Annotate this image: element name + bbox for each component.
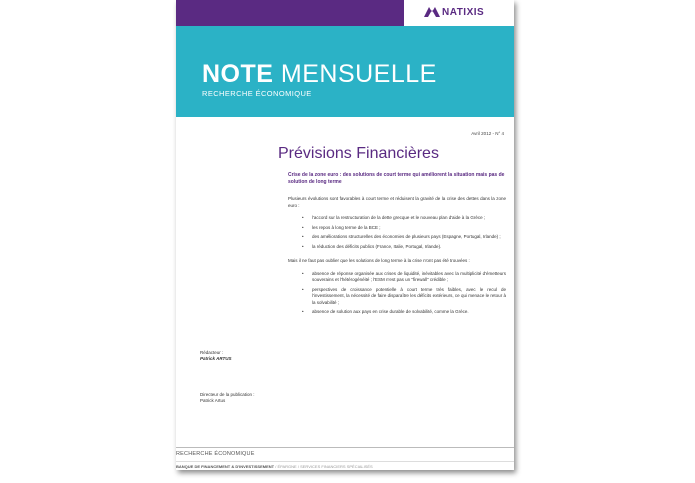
- issue-date: Avril 2012 - N° 4: [471, 131, 504, 136]
- footer-separator: /: [297, 464, 299, 469]
- natixis-logo-icon: [424, 7, 440, 17]
- footer-divider: [176, 447, 514, 448]
- logo-area: [404, 0, 514, 26]
- list-item: • des améliorations structurelles des économies de plusieurs pays (Espagne, Portugal, Irlande) ;: [312, 234, 506, 241]
- director-name: Patrick Artus: [200, 398, 226, 403]
- editor-name: Patrick ARTUS: [200, 356, 232, 361]
- director-block: [200, 392, 255, 404]
- intro-paragraph: Plusieurs évolutions sont favorables à court terme et réduisent la gravité de la crise des dettes dans la zone euro :: [288, 196, 506, 208]
- footer-services: SERVICES FINANCIERS SPÉCIALISÉS: [300, 464, 373, 469]
- list-item: • absence de réponse organisée aux crises de liquidité, inévitables avec la multiplicité d'émetteurs souverains et l'hétérogénéité ; l'ESM n'est pas un "firewall" crédible ;: [312, 271, 506, 284]
- list-item: • les repos à long terme de la BCE ;: [312, 225, 506, 232]
- document-page: [176, 0, 514, 470]
- list-item: • perspectives de croissance potentielle à court terme très faibles, avec le recul de l'investissement, la nécessité de faire disparaître les déficits extérieurs, ce qui menace le retour à la solvabilité ;: [312, 287, 506, 307]
- editor-block: [200, 350, 232, 362]
- summary-headline: Crise de la zone euro : des solutions de court terme qui améliorent la situation mais pas de solution de long terme: [288, 172, 505, 185]
- report-title-rest: MENSUELLE: [273, 60, 437, 88]
- director-label: Directeur de la publication :: [200, 392, 255, 397]
- risks-list: [288, 271, 506, 316]
- footer-epargne: ÉPARGNE: [277, 464, 297, 469]
- footer-divider-secondary: [176, 461, 514, 462]
- report-title: [202, 60, 437, 89]
- favorable-list: [288, 215, 506, 250]
- list-item: • l'accord sur la restructuration de la dette grecque et le nouveau plan d'aide à la Grèce ;: [312, 215, 506, 222]
- report-title-bold: NOTE: [202, 60, 274, 88]
- editor-label: Rédacteur :: [200, 350, 224, 355]
- logo-text: NATIXIS: [442, 7, 485, 18]
- page-heading: Prévisions Financières: [278, 145, 439, 162]
- report-subtitle: RECHERCHE ÉCONOMIQUE: [202, 89, 312, 98]
- list-item: • la réduction des déficits publics (France, Italie, Portugal, Irlande).: [312, 244, 506, 251]
- transition-paragraph: Mais il ne faut pas oublier que les solutions de long terme à la crise n'ont pas été trouvées :: [288, 258, 470, 263]
- footer-business-lines: [176, 464, 373, 469]
- main-content: [288, 172, 506, 324]
- list-item: • absence de solution aux pays en crise durable de solvabilité, comme la Grèce.: [312, 309, 506, 316]
- footer-bank: BANQUE DE FINANCEMENT & D'INVESTISSEMENT: [176, 464, 275, 469]
- footer-separator: /: [275, 464, 277, 469]
- footer-section: RECHERCHE ÉCONOMIQUE: [176, 451, 255, 457]
